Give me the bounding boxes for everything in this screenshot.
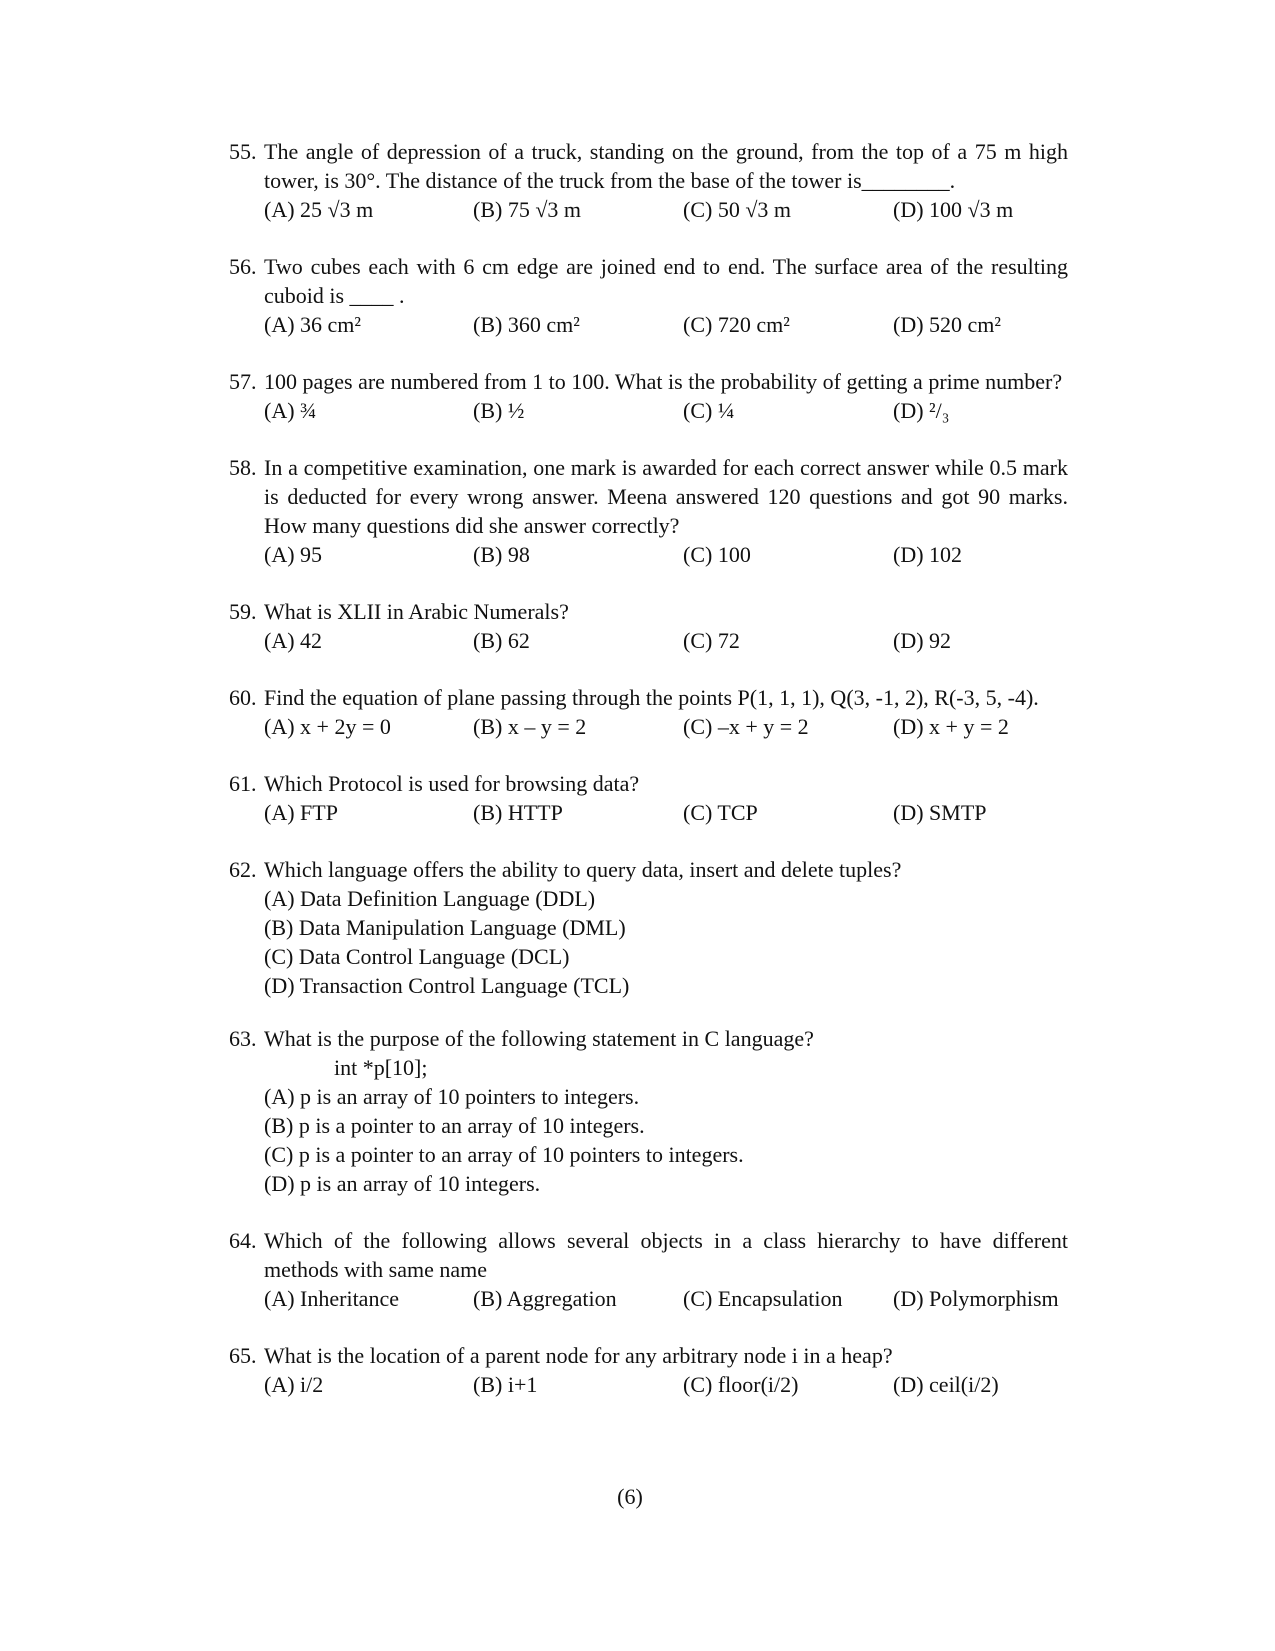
option-d: (D) p is an array of 10 integers. [264, 1171, 541, 1196]
question-number: 63. [229, 1026, 257, 1051]
option-d: (D) 92 [893, 628, 952, 653]
question-64 [229, 1226, 1068, 1313]
option-a: (A) ¾ [264, 398, 317, 423]
option-b: (B) Data Manipulation Language (DML) [264, 915, 626, 940]
question-number: 60. [229, 685, 257, 710]
option-d: (D) 520 cm² [893, 312, 1002, 337]
question-55 [229, 137, 1068, 224]
question-text: Which language offers the ability to query data, insert and delete tuples? [264, 857, 902, 882]
option-b: (B) 360 cm² [473, 312, 580, 337]
option-b: (B) 98 [473, 542, 530, 567]
option-b: (B) 62 [473, 628, 530, 653]
option-a: (A) x + 2y = 0 [264, 714, 391, 739]
question-number: 59. [229, 599, 257, 624]
option-a: (A) FTP [264, 800, 338, 825]
options-row [264, 1370, 1068, 1399]
question-number: 56. [229, 254, 257, 279]
question-number: 58. [229, 455, 257, 480]
options-row [264, 798, 1068, 827]
option-d: (D) ²/₃ [893, 398, 950, 423]
question-text: 100 pages are numbered from 1 to 100. What is the probability of getting a prime number? [264, 369, 1063, 394]
question-57 [229, 367, 1068, 425]
option-c: (C) 72 [683, 628, 740, 653]
code-snippet: int *p[10]; [334, 1055, 428, 1080]
question-65 [229, 1341, 1068, 1399]
option-a: (A) Data Definition Language (DDL) [264, 886, 596, 911]
option-c: (C) 720 cm² [683, 312, 790, 337]
option-c: (C) p is a pointer to an array of 10 pointers to integers. [264, 1142, 744, 1167]
option-a: (A) i/2 [264, 1372, 324, 1397]
option-b: (B) 75 √3 m [473, 197, 582, 222]
option-a: (A) 36 cm² [264, 312, 362, 337]
option-c: (C) floor(i/2) [683, 1372, 799, 1397]
question-text: Which Protocol is used for browsing data? [264, 771, 640, 796]
options-row [264, 310, 1068, 339]
option-c: (C) 50 √3 m [683, 197, 792, 222]
option-a: (A) 25 √3 m [264, 197, 374, 222]
option-c: (C) Encapsulation [683, 1286, 843, 1311]
options-row [264, 540, 1068, 569]
question-text: What is the purpose of the following statement in C language? [264, 1026, 814, 1051]
option-b: (B) ½ [473, 398, 525, 423]
question-63 [229, 1024, 1068, 1198]
question-number: 61. [229, 771, 257, 796]
question-text: What is the location of a parent node for any arbitrary node i in a heap? [264, 1343, 893, 1368]
option-b: (B) x – y = 2 [473, 714, 587, 739]
question-text: What is XLII in Arabic Numerals? [264, 599, 569, 624]
option-d: (D) 102 [893, 542, 963, 567]
page-number: (6) [617, 1484, 643, 1509]
question-number: 64. [229, 1228, 257, 1253]
option-c: (C) 100 [683, 542, 751, 567]
question-56 [229, 252, 1068, 339]
question-62 [229, 855, 1068, 1000]
options-row [264, 626, 1068, 655]
option-c: (C) Data Control Language (DCL) [264, 944, 570, 969]
option-c: (C) –x + y = 2 [683, 714, 809, 739]
question-number: 57. [229, 369, 257, 394]
options-row [264, 1284, 1068, 1313]
question-number: 62. [229, 857, 257, 882]
option-d: (D) ceil(i/2) [893, 1372, 999, 1397]
option-c: (C) ¼ [683, 398, 735, 423]
options-row [264, 712, 1068, 741]
option-a: (A) p is an array of 10 pointers to integers. [264, 1084, 640, 1109]
option-b: (B) Aggregation [473, 1286, 617, 1311]
question-paper-page [229, 137, 1068, 1399]
option-a: (A) Inheritance [264, 1286, 399, 1311]
question-text: Two cubes each with 6 cm edge are joined end to end. The surface area of the resulting cuboid is ____ . [264, 254, 1068, 308]
option-d: (D) Polymorphism [893, 1286, 1059, 1311]
question-number: 65. [229, 1343, 257, 1368]
question-61 [229, 769, 1068, 827]
question-59 [229, 597, 1068, 655]
option-d: (D) 100 √3 m [893, 197, 1014, 222]
question-text: Find the equation of plane passing through the points P(1, 1, 1), Q(3, -1, 2), R(-3, 5, -4). [264, 685, 1039, 710]
option-d: (D) x + y = 2 [893, 714, 1009, 739]
option-d: (D) SMTP [893, 800, 987, 825]
question-number: 55. [229, 139, 257, 164]
question-58 [229, 453, 1068, 569]
options-row [264, 396, 1068, 425]
option-c: (C) TCP [683, 800, 758, 825]
option-a: (A) 95 [264, 542, 323, 567]
option-d: (D) Transaction Control Language (TCL) [264, 973, 630, 998]
question-text: In a competitive examination, one mark is awarded for each correct answer while 0.5 mark is deducted for every wrong answer. Meena answered 120 questions and got 90 marks. How many questions did she answer correctly? [264, 455, 1068, 538]
question-text: The angle of depression of a truck, standing on the ground, from the top of a 75 m high tower, is 30°. The distance of the truck from the base of the tower is________. [264, 139, 1068, 193]
options-row [264, 195, 1068, 224]
question-60 [229, 683, 1068, 741]
option-b: (B) HTTP [473, 800, 563, 825]
question-text: Which of the following allows several objects in a class hierarchy to have different methods with same name [264, 1228, 1068, 1282]
option-a: (A) 42 [264, 628, 323, 653]
option-b: (B) i+1 [473, 1372, 538, 1397]
option-b: (B) p is a pointer to an array of 10 integers. [264, 1113, 645, 1138]
